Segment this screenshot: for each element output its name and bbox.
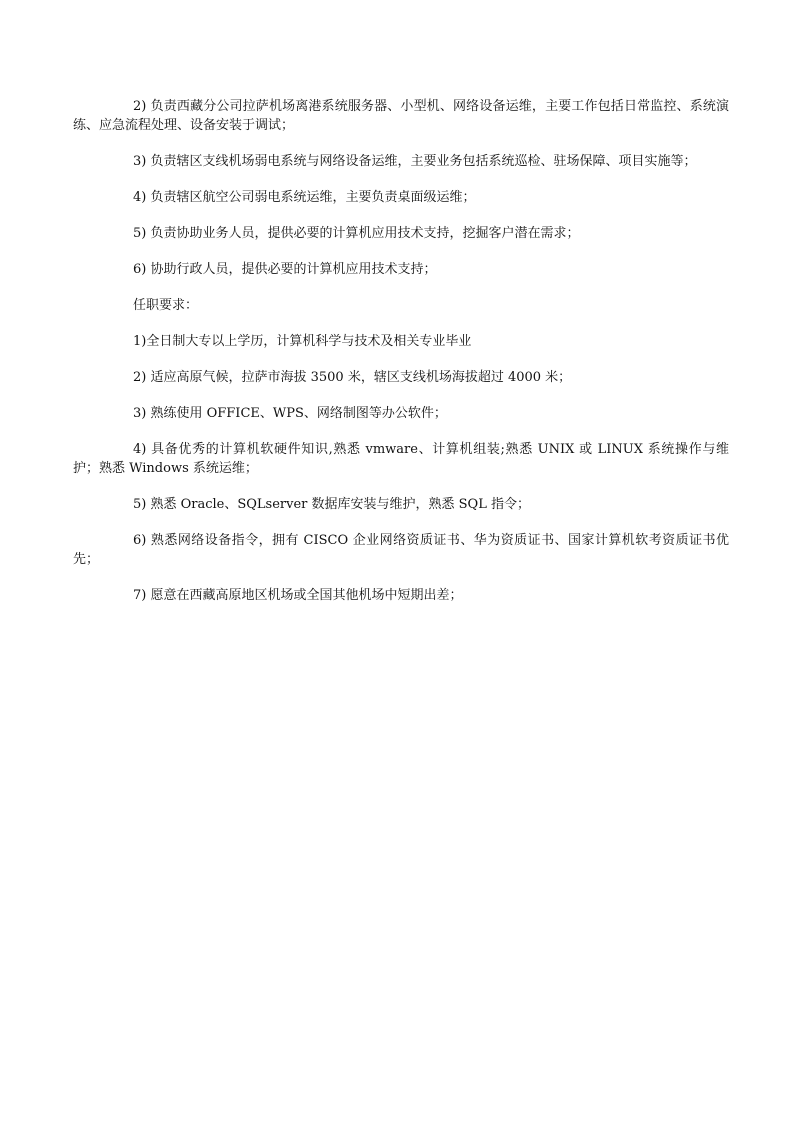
paragraph-requirement-2: 2) 适应高原气候，拉萨市海拔 3500 米，辖区支线机场海拔超过 4000 米； [133,370,572,385]
paragraph-duty-3: 3) 负责辖区支线机场弱电系统与网络设备运维，主要业务包括系统巡检、驻场保障、项目实施等； [133,154,697,169]
paragraph-requirement-3: 3) 熟练使用 OFFICE、WPS、网络制图等办公软件； [133,406,447,421]
paragraph-duty-2: 2) 负责西藏分公司拉萨机场离港系统服务器、小型机、网络设备运维，主要工作包括日常监控、系统演练、应急流程处理、设备安装于调试； [73,99,729,133]
paragraph-requirement-6: 6) 熟悉网络设备指令，拥有 CISCO 企业网络资质证书、华为资质证书、国家计算机软考资质证书优先； [73,533,729,567]
paragraph-requirement-5: 5) 熟悉 Oracle、SQLserver 数据库安装与维护，熟悉 SQL 指令； [133,497,530,512]
paragraph-duty-5: 5) 负责协助业务人员，提供必要的计算机应用技术支持，挖掘客户潜在需求； [133,226,580,241]
document-body [73,97,729,622]
paragraph-requirement-7: 7) 愿意在西藏高原地区机场或全国其他机场中短期出差； [133,588,463,603]
paragraph-duty-4: 4) 负责辖区航空公司弱电系统运维，主要负责桌面级运维； [133,190,476,205]
section-heading-requirements: 任职要求： [133,298,199,313]
paragraph-requirement-4: 4) 具备优秀的计算机软硬件知识,熟悉 vmware、计算机组装;熟悉 UNIX 或 LINUX 系统操作与维护；熟悉 Windows 系统运维； [73,442,729,476]
paragraph-requirement-1: 1)全日制大专以上学历，计算机科学与技术及相关专业毕业 [133,334,472,349]
paragraph-duty-6: 6) 协助行政人员，提供必要的计算机应用技术支持； [133,262,437,277]
